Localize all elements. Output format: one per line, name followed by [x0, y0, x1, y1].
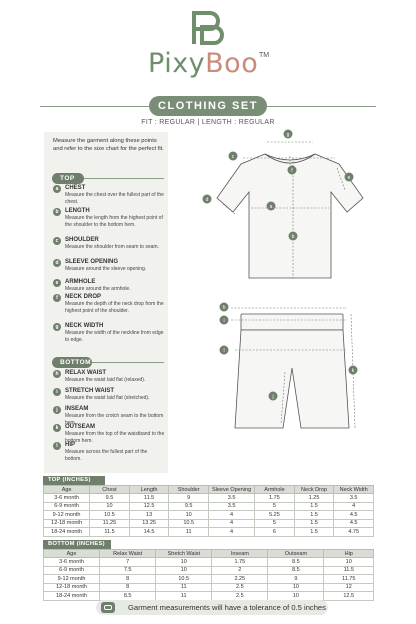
table-cell: 8 — [100, 575, 156, 584]
table-cell: 1.5 — [294, 511, 334, 520]
table-cell: 12-18 month — [44, 583, 100, 592]
table-cell: 5 — [255, 519, 295, 528]
measurement-letter-badge: i — [53, 388, 61, 396]
measurement-letter-badge: a — [53, 185, 61, 193]
svg-text:b: b — [291, 234, 295, 240]
table-cell: 10.5 — [156, 575, 212, 584]
measurement-title: NECK WIDTH — [65, 323, 104, 329]
table-cell: 13 — [129, 511, 169, 520]
svg-text:h: h — [222, 305, 226, 311]
table-row — [44, 502, 374, 511]
table-cell: 2.5 — [212, 592, 268, 601]
table-column-header: Armhole — [255, 486, 295, 494]
measurement-letter-badge: c — [53, 237, 61, 245]
table-cell: 11 — [169, 528, 209, 537]
table-cell: 4 — [208, 528, 254, 537]
table-cell: 10 — [156, 566, 212, 575]
table-column-header: Relax Waist — [100, 550, 156, 558]
page-title: CLOTHING SET — [149, 96, 267, 116]
bottom-size-table — [43, 549, 374, 601]
intro-text: Measure the garment along these points and refer to the size chart for the perfect fit. — [53, 138, 164, 152]
table-cell: 5.25 — [255, 511, 295, 520]
measurement-description: Measure across the fullest part of the bottom. — [65, 449, 148, 462]
table-cell: 11.5 — [129, 494, 169, 503]
measurement-description: Measure from the crotch seam to the bottom hem. — [65, 413, 164, 426]
table-cell: 9 — [268, 575, 324, 584]
measurement-description: Measure the chest over the fullest part of the chest. — [65, 192, 164, 205]
table-cell: 6 — [255, 528, 295, 537]
table-row — [44, 519, 374, 528]
svg-text:k: k — [351, 368, 355, 374]
garment-diagram — [175, 128, 375, 468]
table-cell: 12 — [324, 583, 374, 592]
measurement-letter-badge: h — [53, 370, 61, 378]
table-cell: 1.5 — [294, 519, 334, 528]
measurement-letter-badge: f — [53, 294, 61, 302]
section-bottom-divider — [92, 362, 164, 363]
table-cell: 9-12 month — [44, 511, 90, 520]
table-cell: 3.5 — [334, 494, 374, 503]
table-cell: 11.75 — [324, 575, 374, 584]
measurement-description: Measure the width of the neckline from edge to edge. — [65, 330, 164, 343]
table-cell: 9.5 — [169, 502, 209, 511]
table-column-header: Stretch Waist — [156, 550, 212, 558]
table-row — [44, 583, 374, 592]
tolerance-text: Garment measurements will have a tolerance of 0.5 inches — [128, 603, 326, 612]
table-cell: 6-9 month — [44, 566, 100, 575]
measurement-letter-badge: j — [53, 406, 61, 414]
table-cell: 12.5 — [324, 592, 374, 601]
table-cell: 7.5 — [100, 566, 156, 575]
table-column-header: Inseam — [212, 550, 268, 558]
table-column-header: Neck Drop — [294, 486, 334, 494]
measurement-title: STRETCH WAIST — [65, 388, 114, 394]
bottom-table-heading: BOTTOM (INCHES) — [43, 540, 111, 549]
svg-text:j: j — [272, 394, 274, 400]
table-cell: 4 — [334, 502, 374, 511]
table-cell: 2.5 — [212, 583, 268, 592]
measurement-title: LENGTH — [65, 208, 90, 214]
table-cell: 10.5 — [169, 519, 209, 528]
table-row — [44, 494, 374, 503]
table-cell: 9 — [169, 494, 209, 503]
table-row — [44, 528, 374, 537]
measurement-letter-badge: k — [53, 424, 61, 432]
table-cell: 1.25 — [294, 494, 334, 503]
table-cell: 10 — [268, 583, 324, 592]
measuring-tape-icon-inner — [104, 605, 112, 610]
measurement-description: Measure from the top of the waistband to the bottom hem. — [65, 431, 165, 444]
measurement-letter-badge: l — [53, 442, 61, 450]
table-cell: 4 — [208, 511, 254, 520]
table-cell: 3.5 — [208, 502, 254, 511]
measurement-description: Measure around the sleeve opening. — [65, 266, 147, 272]
table-cell: 4.75 — [334, 528, 374, 537]
table-column-header: Hip — [324, 550, 374, 558]
trademark: TM — [259, 52, 270, 59]
table-cell: 4.5 — [334, 519, 374, 528]
table-cell: 12-18 month — [44, 519, 90, 528]
measurement-title: SHOULDER — [65, 237, 99, 243]
measurement-title: OUTSEAM — [65, 424, 95, 430]
fit-line: FIT : REGULAR | LENGTH : REGULAR — [141, 119, 275, 126]
table-column-header: Neck Width — [334, 486, 374, 494]
table-cell: 1.75 — [212, 558, 268, 567]
svg-text:i: i — [223, 318, 225, 324]
measurement-letter-badge: b — [53, 208, 61, 216]
title-divider-left — [40, 106, 149, 107]
top-table-heading: TOP (INCHES) — [43, 476, 105, 485]
table-cell: 11.25 — [90, 519, 130, 528]
brand-name: PixyBoo — [148, 48, 259, 79]
table-column-header: Chest — [90, 486, 130, 494]
table-cell: 8 — [100, 583, 156, 592]
table-cell: 10 — [324, 558, 374, 567]
measurement-title: ARMHOLE — [65, 279, 96, 285]
table-cell: 3.5 — [208, 494, 254, 503]
measurement-title: RELAX WAIST — [65, 370, 107, 376]
table-cell: 6-9 month — [44, 502, 90, 511]
svg-text:l: l — [223, 348, 225, 354]
svg-text:d: d — [205, 197, 209, 203]
table-column-header: Age — [44, 486, 90, 494]
measurement-letter-badge: d — [53, 259, 61, 267]
table-cell: 10 — [268, 592, 324, 601]
table-cell: 4 — [208, 519, 254, 528]
table-cell: 8.5 — [268, 566, 324, 575]
table-cell: 9.5 — [90, 494, 130, 503]
table-cell: 8.5 — [268, 558, 324, 567]
measurement-description: Measure the shoulder from seam to seam. — [65, 244, 159, 250]
measurement-title: NECK DROP — [65, 294, 102, 300]
table-cell: 11 — [156, 583, 212, 592]
table-cell: 3-6 month — [44, 558, 100, 567]
svg-text:a: a — [269, 204, 273, 210]
measurement-letter-badge: g — [53, 323, 61, 331]
table-cell: 5 — [255, 502, 295, 511]
table-cell: 2.25 — [212, 575, 268, 584]
table-cell: 18-24 month — [44, 592, 100, 601]
svg-text:e: e — [347, 175, 351, 181]
svg-text:f: f — [291, 168, 293, 174]
table-cell: 2 — [212, 566, 268, 575]
measurement-description: Measure the waist laid flat (stretched). — [65, 395, 150, 401]
logo-mark-icon — [190, 10, 226, 46]
table-row — [44, 592, 374, 601]
top-size-table — [43, 485, 374, 537]
table-cell: 1.5 — [294, 528, 334, 537]
table-cell: 1.75 — [255, 494, 295, 503]
table-row — [44, 511, 374, 520]
svg-text:g: g — [286, 132, 290, 138]
table-cell: 13.25 — [129, 519, 169, 528]
measurement-title: SLEEVE OPENING — [65, 259, 119, 265]
section-top-label: TOP — [52, 173, 84, 184]
table-cell: 1.5 — [294, 502, 334, 511]
table-cell: 3-6 month — [44, 494, 90, 503]
table-cell: 4.5 — [334, 511, 374, 520]
table-cell: 9-12 month — [44, 575, 100, 584]
measurement-title: CHEST — [65, 185, 86, 191]
section-bottom-label: BOTTOM — [52, 357, 92, 368]
measurement-description: Measure around the armhole. — [65, 286, 131, 292]
table-column-header: Shoulder — [169, 486, 209, 494]
table-column-header: Length — [129, 486, 169, 494]
section-top-divider — [84, 178, 164, 179]
table-row — [44, 558, 374, 567]
table-cell: 18-24 month — [44, 528, 90, 537]
table-column-header: Age — [44, 550, 100, 558]
measurement-description: Measure the length from the highest point of the shoulder to the bottom hem. — [65, 215, 163, 228]
title-divider-right — [267, 106, 376, 107]
svg-text:c: c — [231, 154, 235, 160]
table-row — [44, 575, 374, 584]
table-cell: 11.5 — [324, 566, 374, 575]
table-cell: 11 — [156, 592, 212, 601]
table-column-header: Outseam — [268, 550, 324, 558]
table-cell: 12.5 — [129, 502, 169, 511]
table-cell: 10 — [169, 511, 209, 520]
measurement-title: HIP — [65, 442, 76, 448]
table-column-header: Sleeve Opening — [208, 486, 254, 494]
measurement-description: Measure the waist laid flat (relaxed). — [65, 377, 146, 383]
table-cell: 14.5 — [129, 528, 169, 537]
table-cell: 11.5 — [90, 528, 130, 537]
table-cell: 10 — [90, 502, 130, 511]
measurement-letter-badge: e — [53, 279, 61, 287]
measurement-description: Measure the depth of the neck drop from the highest point of the shoulder. — [65, 301, 164, 314]
shorts-drawing — [235, 314, 349, 428]
table-cell: 10 — [156, 558, 212, 567]
table-cell: 10.5 — [90, 511, 130, 520]
table-cell: 7 — [100, 558, 156, 567]
table-row — [44, 566, 374, 575]
measurement-title: INSEAM — [65, 406, 89, 412]
table-cell: 8.5 — [100, 592, 156, 601]
